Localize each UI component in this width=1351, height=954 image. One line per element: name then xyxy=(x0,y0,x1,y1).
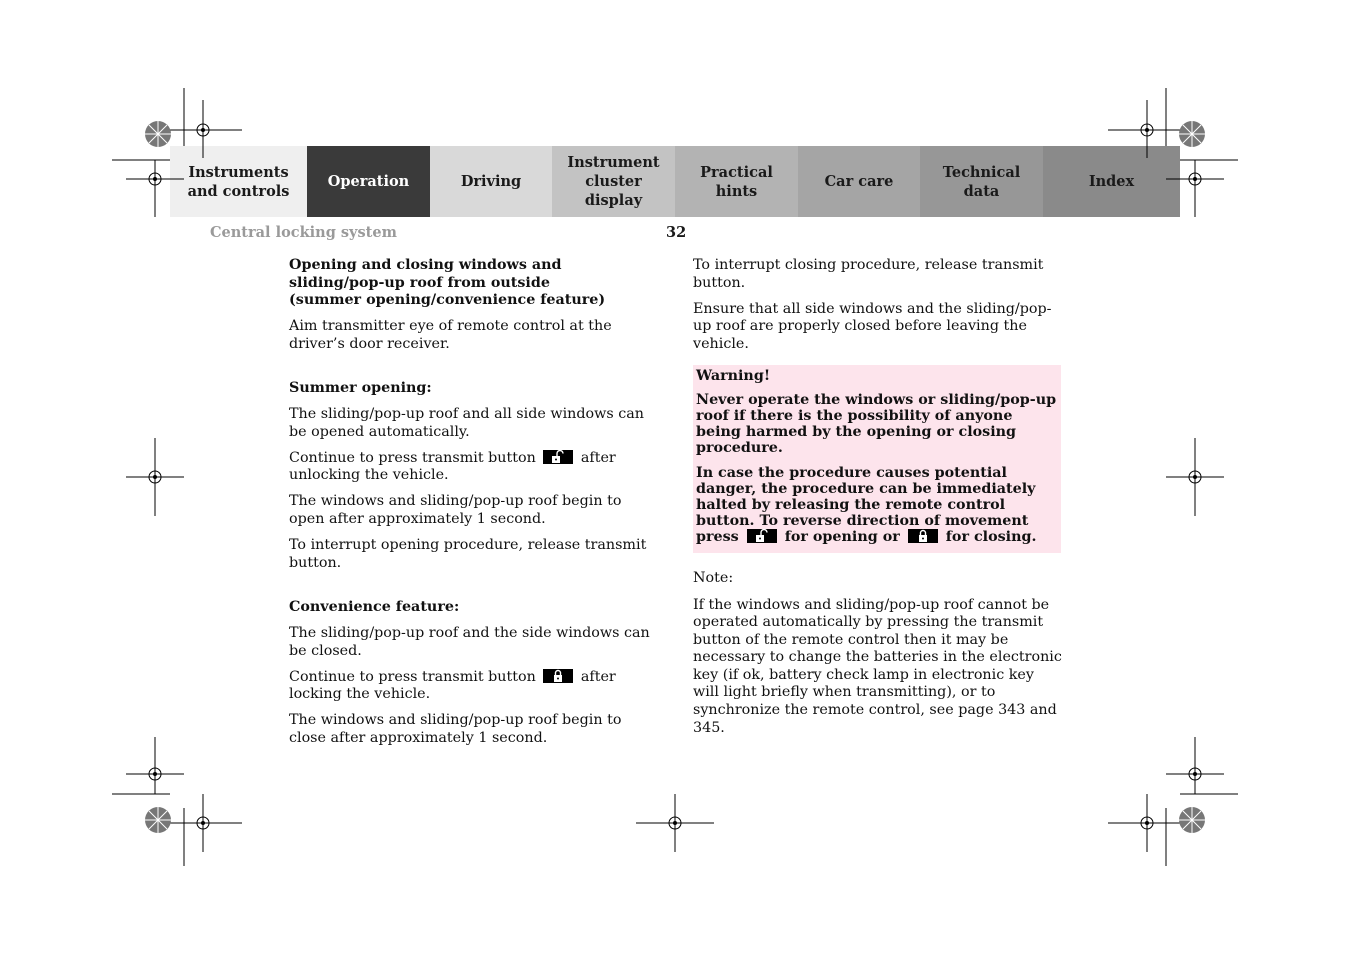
tab-label: Index xyxy=(1088,173,1135,190)
tab-label: Car care xyxy=(824,173,894,190)
note-text: If the windows and sliding/pop-up roof cannot be operated automatically by pressing the transmit button of the remote control then it may be necessary to change the batteries in the electronic key (if ok, battery check lamp in electronic key will light briefly when transmitting), or to synchronize the remote control, see page 343 and 345. xyxy=(693,596,1062,736)
tab-label: Instrument cluster display xyxy=(567,154,660,209)
warning-text-1: Never operate the windows or sliding/pop-up roof if there is the possibility of anyone being harmed by the opening or closing procedure. xyxy=(696,391,1057,456)
convenience-feature-title: Convenience feature: xyxy=(289,598,460,615)
summer-opening-title: Summer opening: xyxy=(289,379,432,396)
summer-text-4: To interrupt opening procedure, release transmit button. xyxy=(289,537,647,571)
heading-main: Opening and closing windows and sliding/pop-up roof from outside xyxy=(289,257,562,291)
intro-text: Aim transmitter eye of remote control at the driver’s door receiver. xyxy=(289,318,612,352)
heading-sub: (summer opening/convenience feature) xyxy=(289,292,606,309)
conv-text-2a: Continue to press transmit button xyxy=(289,668,536,685)
conv-text-1: The sliding/pop-up roof and the side windows can be closed. xyxy=(289,624,650,659)
summer-text-2a: Continue to press transmit button xyxy=(289,449,536,466)
warning-title: Warning! xyxy=(696,368,771,385)
conv-text-3: The windows and sliding/pop-up roof begin to close after approximately 1 second. xyxy=(289,712,622,746)
page-number: 32 xyxy=(666,224,687,241)
tab-label: Technical data xyxy=(942,163,1021,200)
warning-text-2c: for closing. xyxy=(945,529,1037,546)
tab-label: Instruments and controls xyxy=(187,163,290,200)
conv-text-2b: after locking the vehicle. xyxy=(289,668,616,703)
warning-text-2b: for opening or xyxy=(784,529,900,546)
section-title: Central locking system xyxy=(210,224,397,241)
tab-label: Practical hints xyxy=(700,163,773,200)
summer-text-2b: after unlocking the vehicle. xyxy=(289,449,616,484)
summer-text-3: The windows and sliding/pop-up roof begin to open after approximately 1 second. xyxy=(289,493,622,528)
warning-text-2a: In case the procedure causes potential danger, the procedure can be immediately halted by releasing the remote control button. To reverse direction of movement press xyxy=(696,464,1036,546)
tab-label: Driving xyxy=(460,173,522,190)
tab-label: Operation xyxy=(327,173,410,190)
summer-text-1: The sliding/pop-up roof and all side windows can be opened automatically. xyxy=(289,406,645,440)
right-text-2: Ensure that all side windows and the sliding/pop-up roof are properly closed before leaving the vehicle. xyxy=(693,300,1052,352)
note-label: Note: xyxy=(693,570,734,587)
right-text-1: To interrupt closing procedure, release transmit button. xyxy=(693,257,1044,291)
